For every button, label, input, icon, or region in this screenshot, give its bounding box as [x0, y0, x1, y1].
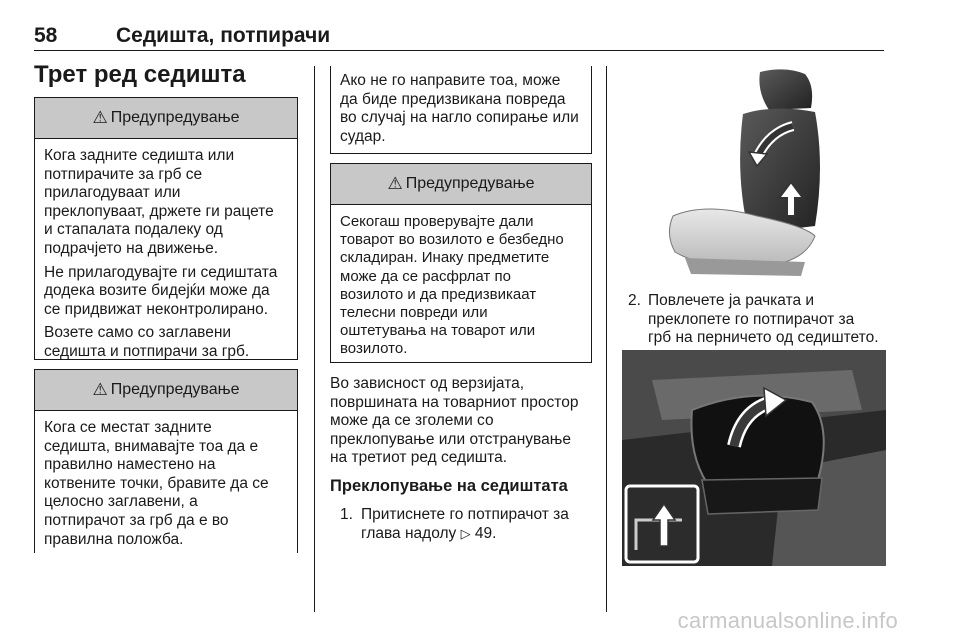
header-rule	[34, 50, 884, 51]
page-header-title: Седишта, потпирачи	[116, 24, 331, 47]
warning-box-1	[34, 97, 298, 360]
warning2-paragraph-1: Кога се местат задните седишта, внимавајте тоа да е правилно наместено на котвените точки, бравите да се целосно заглавени, а потпирачот за грб да е во правилна положба.	[44, 419, 269, 548]
warning1-paragraph-1: Кога задните седишта или потпирачите за грб се прилагодуваат или преклопуваат, држете ги рацете и стапалата подалеку од подрачјето на движење.	[44, 147, 274, 257]
body-paragraph: Во зависност од верзијата, површината на товарниот простор може да се зголеми со преклопување или отстранување на третиот ред седишта.	[330, 375, 579, 467]
column-divider-1	[314, 66, 315, 612]
warning-label: Предупредување	[405, 175, 535, 192]
triangle-ref-icon[interactable]: ▷	[460, 525, 471, 541]
step-1-text: Притиснете го потпирачот за глава надолу ▷ 49.	[361, 506, 569, 542]
section-title: Трет ред седишта	[34, 61, 246, 88]
page-number: 58	[34, 24, 58, 47]
warning-label: Предупредување	[110, 381, 240, 398]
warning3-paragraph-1: Секогаш проверувајте дали товарот во возилото е безбедно складиран. Инаку предметите може да се расфрлат по возилото и да предизвикаат телесни повреди или оштетувања на товарот или возилото.	[340, 213, 564, 358]
warning-triangle-icon: ⚠	[92, 380, 108, 399]
step-1-number: 1.	[340, 506, 353, 523]
warning-box-header	[35, 370, 297, 411]
warning-box-3	[330, 163, 592, 363]
seat-fold-illustration	[622, 350, 886, 566]
warning-box-2	[34, 369, 298, 553]
warning1-paragraph-3: Возете само со заглавени седишта и потпирачи за грб.	[44, 324, 250, 360]
warning1-paragraph-2: Не прилагодувајте ги седиштата додека возите бидејќи може да се придвижат неконтролирано.	[44, 263, 278, 318]
page-reference[interactable]: 49.	[474, 524, 497, 542]
warning-continuation-text: Ако не го направите тоа, може да биде предизвикана повреда во случај на нагло сопирање или судар.	[340, 72, 579, 145]
step-2-number: 2.	[628, 292, 641, 309]
seat-illustration	[665, 66, 835, 286]
warning-triangle-icon: ⚠	[387, 174, 403, 193]
warning-box-header	[35, 98, 297, 139]
warning-triangle-icon: ⚠	[92, 108, 108, 127]
column-divider-2	[606, 66, 607, 612]
step-2-text: Повлечете ја рачката и преклопете го потпирачот за грб на перничето од седиштето.	[648, 292, 879, 347]
warning-box-header	[331, 164, 591, 205]
warning-continuation-box	[330, 66, 592, 154]
subheading: Преклопување на седиштата	[330, 477, 568, 495]
footer-watermark: carmanualsonline.info	[677, 608, 898, 633]
warning-label: Предупредување	[110, 109, 240, 126]
